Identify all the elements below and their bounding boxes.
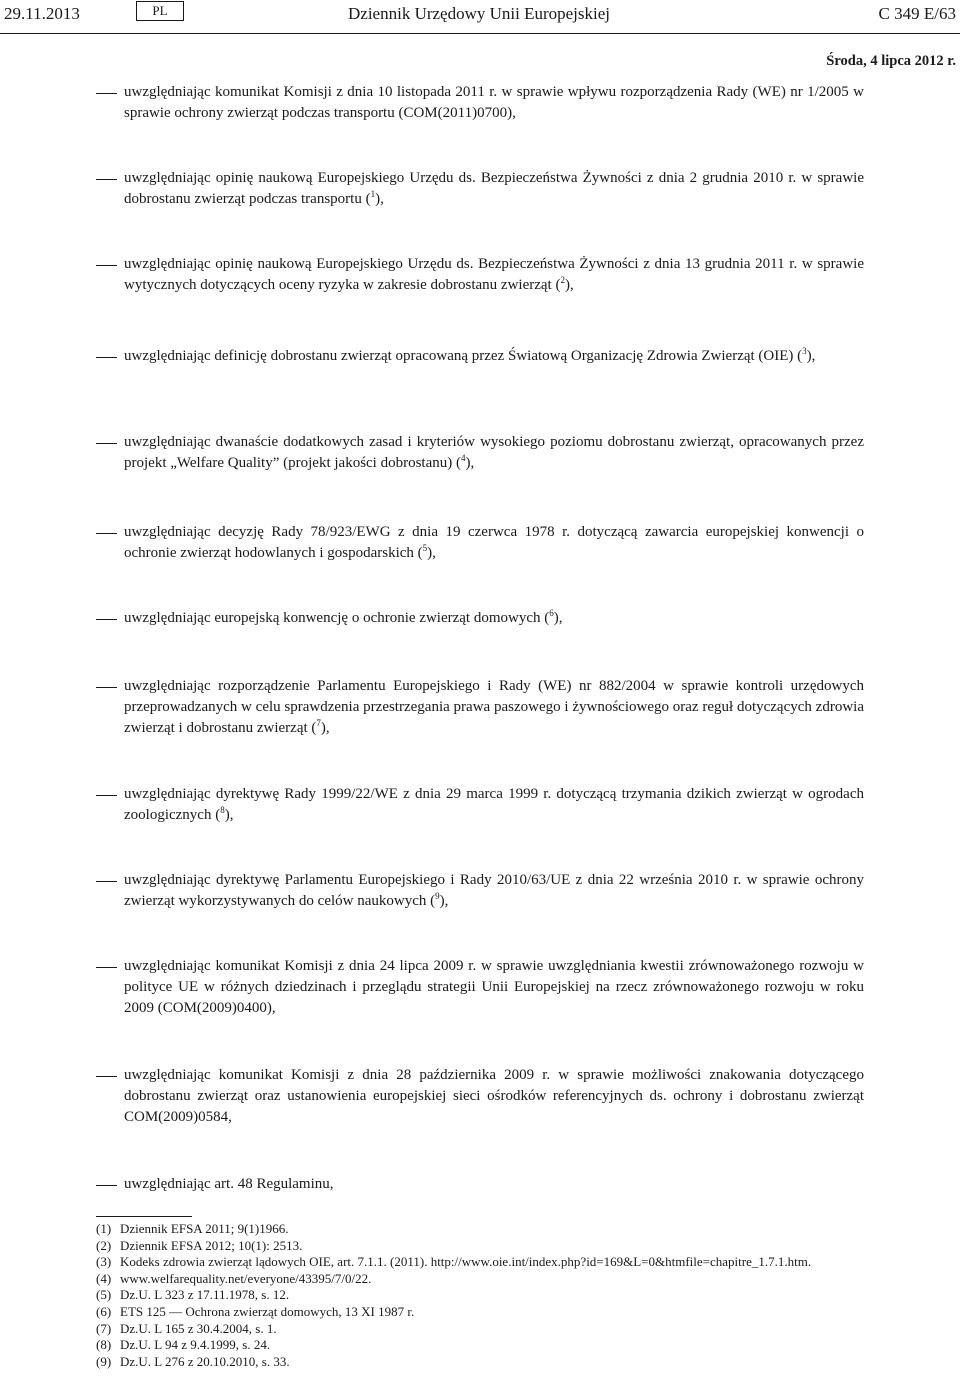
dash-marker xyxy=(96,93,117,94)
dash-marker xyxy=(96,179,117,180)
footnote-ref[interactable]: 1 xyxy=(370,189,376,199)
dash-marker xyxy=(96,533,117,534)
recital-text: uwzględniając dwanaście dodatkowych zasad i kryteriów wysokiego poziomu dobrostanu zwierząt, opracowanych przez projekt „Welfare Quality” (projekt jakości dobrostanu) ($^4$), xyxy=(124,434,864,471)
footnote-ref[interactable]: 7 xyxy=(316,718,321,728)
footnote-mark: (2) xyxy=(96,1237,112,1253)
sitting-date: Środa, 4 lipca 2012 r. xyxy=(826,53,956,69)
footnote-text[interactable]: www.welfarequality.net/everyone/43395/7/0/22. xyxy=(120,1270,372,1286)
dash-marker xyxy=(96,443,117,444)
footnote-ref[interactable]: 2 xyxy=(560,275,565,285)
recital-text: uwzględniając dyrektywę Parlamentu Europejskiego i Rady 2010/63/UE z dnia 22 września 2010 r. w sprawie ochrony zwierząt wykorzystywanych do celów naukowych ($^9$), xyxy=(124,872,864,909)
footnote xyxy=(96,1221,866,1238)
recital-text: uwzględniając europejską konwencję o ochronie zwierząt domowych ($^6$), xyxy=(124,608,563,626)
footnote-divider xyxy=(96,1216,192,1217)
issue-reference: C 349 E/63 xyxy=(878,4,956,23)
footnote-ref[interactable]: 6 xyxy=(549,608,554,618)
footnote-text: Dz.U. L 323 z 17.11.1978, s. 12. xyxy=(120,1287,290,1303)
recital-text: uwzględniając art. 48 Regulaminu, xyxy=(124,1176,334,1192)
recital-text: uwzględniając komunikat Komisji z dnia 28 października 2009 r. w sprawie możliwości znakowania dotyczącego dobrostanu zwierząt oraz ustanowienia europejskiej sieci ośrodków referencyjnych ds. ochrony i dobrostanu zwierząt COM(2009)0584, xyxy=(124,1067,864,1125)
footnote-ref[interactable]: 4 xyxy=(461,453,466,463)
footnote-mark: (7) xyxy=(96,1320,112,1336)
recital-text: uwzględniając komunikat Komisji z dnia 24 lipca 2009 r. w sprawie uwzględniania kwestii zrównoważonego rozwoju w polityce UE w różnych dziedzinach i przeglądu strategii Unii Europejskiej na rzecz zrównoważonego rozwoju w roku 2009 (COM(2009)0400), xyxy=(124,958,864,1016)
journal-title: Dziennik Urzędowy Unii Europejskiej xyxy=(348,4,611,23)
footnote xyxy=(96,1304,866,1321)
footnote-mark: (8) xyxy=(96,1337,112,1353)
dash-marker xyxy=(96,1076,117,1077)
language-badge: PL xyxy=(136,1,184,21)
dash-marker xyxy=(96,1185,117,1186)
footnote xyxy=(96,1354,866,1371)
page-header xyxy=(0,0,960,34)
recital-text: uwzględniając definicję dobrostanu zwierząt opracowaną przez Światową Organizację Zdrowia Zwierząt (OIE) ($^3$), xyxy=(124,346,816,364)
footnote-text: Dziennik EFSA 2011; 9(1)1966. xyxy=(120,1221,289,1236)
footnote-mark: (6) xyxy=(96,1303,112,1319)
recital-text: uwzględniając opinię naukową Europejskiego Urzędu ds. Bezpieczeństwa Żywności z dnia 13 grudnia 2011 r. w sprawie wytycznych dotyczących oceny ryzyka w zakresie dobrostanu zwierząt ($^2$), xyxy=(124,256,864,293)
recital-text: uwzględniając dyrektywę Rady 1999/22/WE z dnia 29 marca 1999 r. dotyczącą trzymania dzikich zwierząt w ogrodach zoologicznych ($^8$), xyxy=(124,786,864,823)
footnote-mark: (9) xyxy=(96,1353,112,1369)
footnote-ref[interactable]: 9 xyxy=(435,891,440,901)
footnote-mark: (5) xyxy=(96,1287,112,1303)
dash-marker xyxy=(96,619,117,620)
recital-text: uwzględniając komunikat Komisji z dnia 10 listopada 2011 r. w sprawie wpływu rozporządzenia Rady (WE) nr 1/2005 w sprawie ochrony zwierząt podczas transportu (COM(2011)0700), xyxy=(124,84,864,121)
footnote xyxy=(96,1337,866,1354)
footnote-ref[interactable]: 5 xyxy=(422,543,428,553)
footnote-mark: (1) xyxy=(96,1221,112,1236)
footnote-text[interactable]: Kodeks zdrowia zwierząt lądowych OIE, art. 7.1.1. (2011). http://www.oie.int/index.php?id=169&L=0&htmfile=chapitre_1.7.1.htm. xyxy=(120,1254,812,1270)
dash-marker xyxy=(96,687,117,688)
footnote xyxy=(96,1254,866,1271)
recital-text: uwzględniając opinię naukową Europejskiego Urzędu ds. Bezpieczeństwa Żywności z dnia 2 grudnia 2010 r. w sprawie dobrostanu zwierząt podczas transportu ($^1$), xyxy=(124,170,864,207)
footnote-text: Dziennik EFSA 2012; 10(1): 2513. xyxy=(120,1237,303,1253)
footnote xyxy=(96,1271,866,1288)
publication-date: 29.11.2013 xyxy=(4,4,80,23)
footnote-mark: (3) xyxy=(96,1254,112,1270)
footnote xyxy=(96,1238,866,1255)
dash-marker xyxy=(96,881,117,882)
header-divider xyxy=(0,33,960,34)
footnote-text: ETS 125 — Ochrona zwierząt domowych, 13 XI 1987 r. xyxy=(120,1303,415,1319)
dash-marker xyxy=(96,265,117,266)
recital-text: uwzględniając rozporządzenie Parlamentu Europejskiego i Rady (WE) nr 882/2004 w sprawie kontroli urzędowych przeprowadzanych w celu sprawdzenia przestrzegania prawa paszowego i żywnościowego oraz reguł dotyczących zdrowia zwierząt i dobrostanu zwierząt ($^7$), xyxy=(124,678,864,736)
footnote-ref[interactable]: 3 xyxy=(802,346,807,356)
dash-marker xyxy=(96,967,117,968)
footnote-ref[interactable]: 8 xyxy=(220,805,225,815)
recital-text: uwzględniając decyzję Rady 78/923/EWG z dnia 19 czerwca 1978 r. dotyczącą zawarcia europejskiej konwencji o ochronie zwierząt hodowlanych i gospodarskich ($^5$), xyxy=(124,524,864,561)
footnote-text: Dz.U. L 165 z 30.4.2004, s. 1. xyxy=(120,1320,277,1336)
footnotes-section xyxy=(96,1221,866,1370)
footnote xyxy=(96,1287,866,1304)
footnote-text: Dz.U. L 94 z 9.4.1999, s. 24. xyxy=(120,1337,271,1353)
footnote-text: Dz.U. L 276 z 20.10.2010, s. 33. xyxy=(120,1353,290,1369)
dash-marker xyxy=(96,795,117,796)
footnote-mark: (4) xyxy=(96,1270,112,1286)
footnote xyxy=(96,1321,866,1338)
dash-marker xyxy=(96,357,117,358)
